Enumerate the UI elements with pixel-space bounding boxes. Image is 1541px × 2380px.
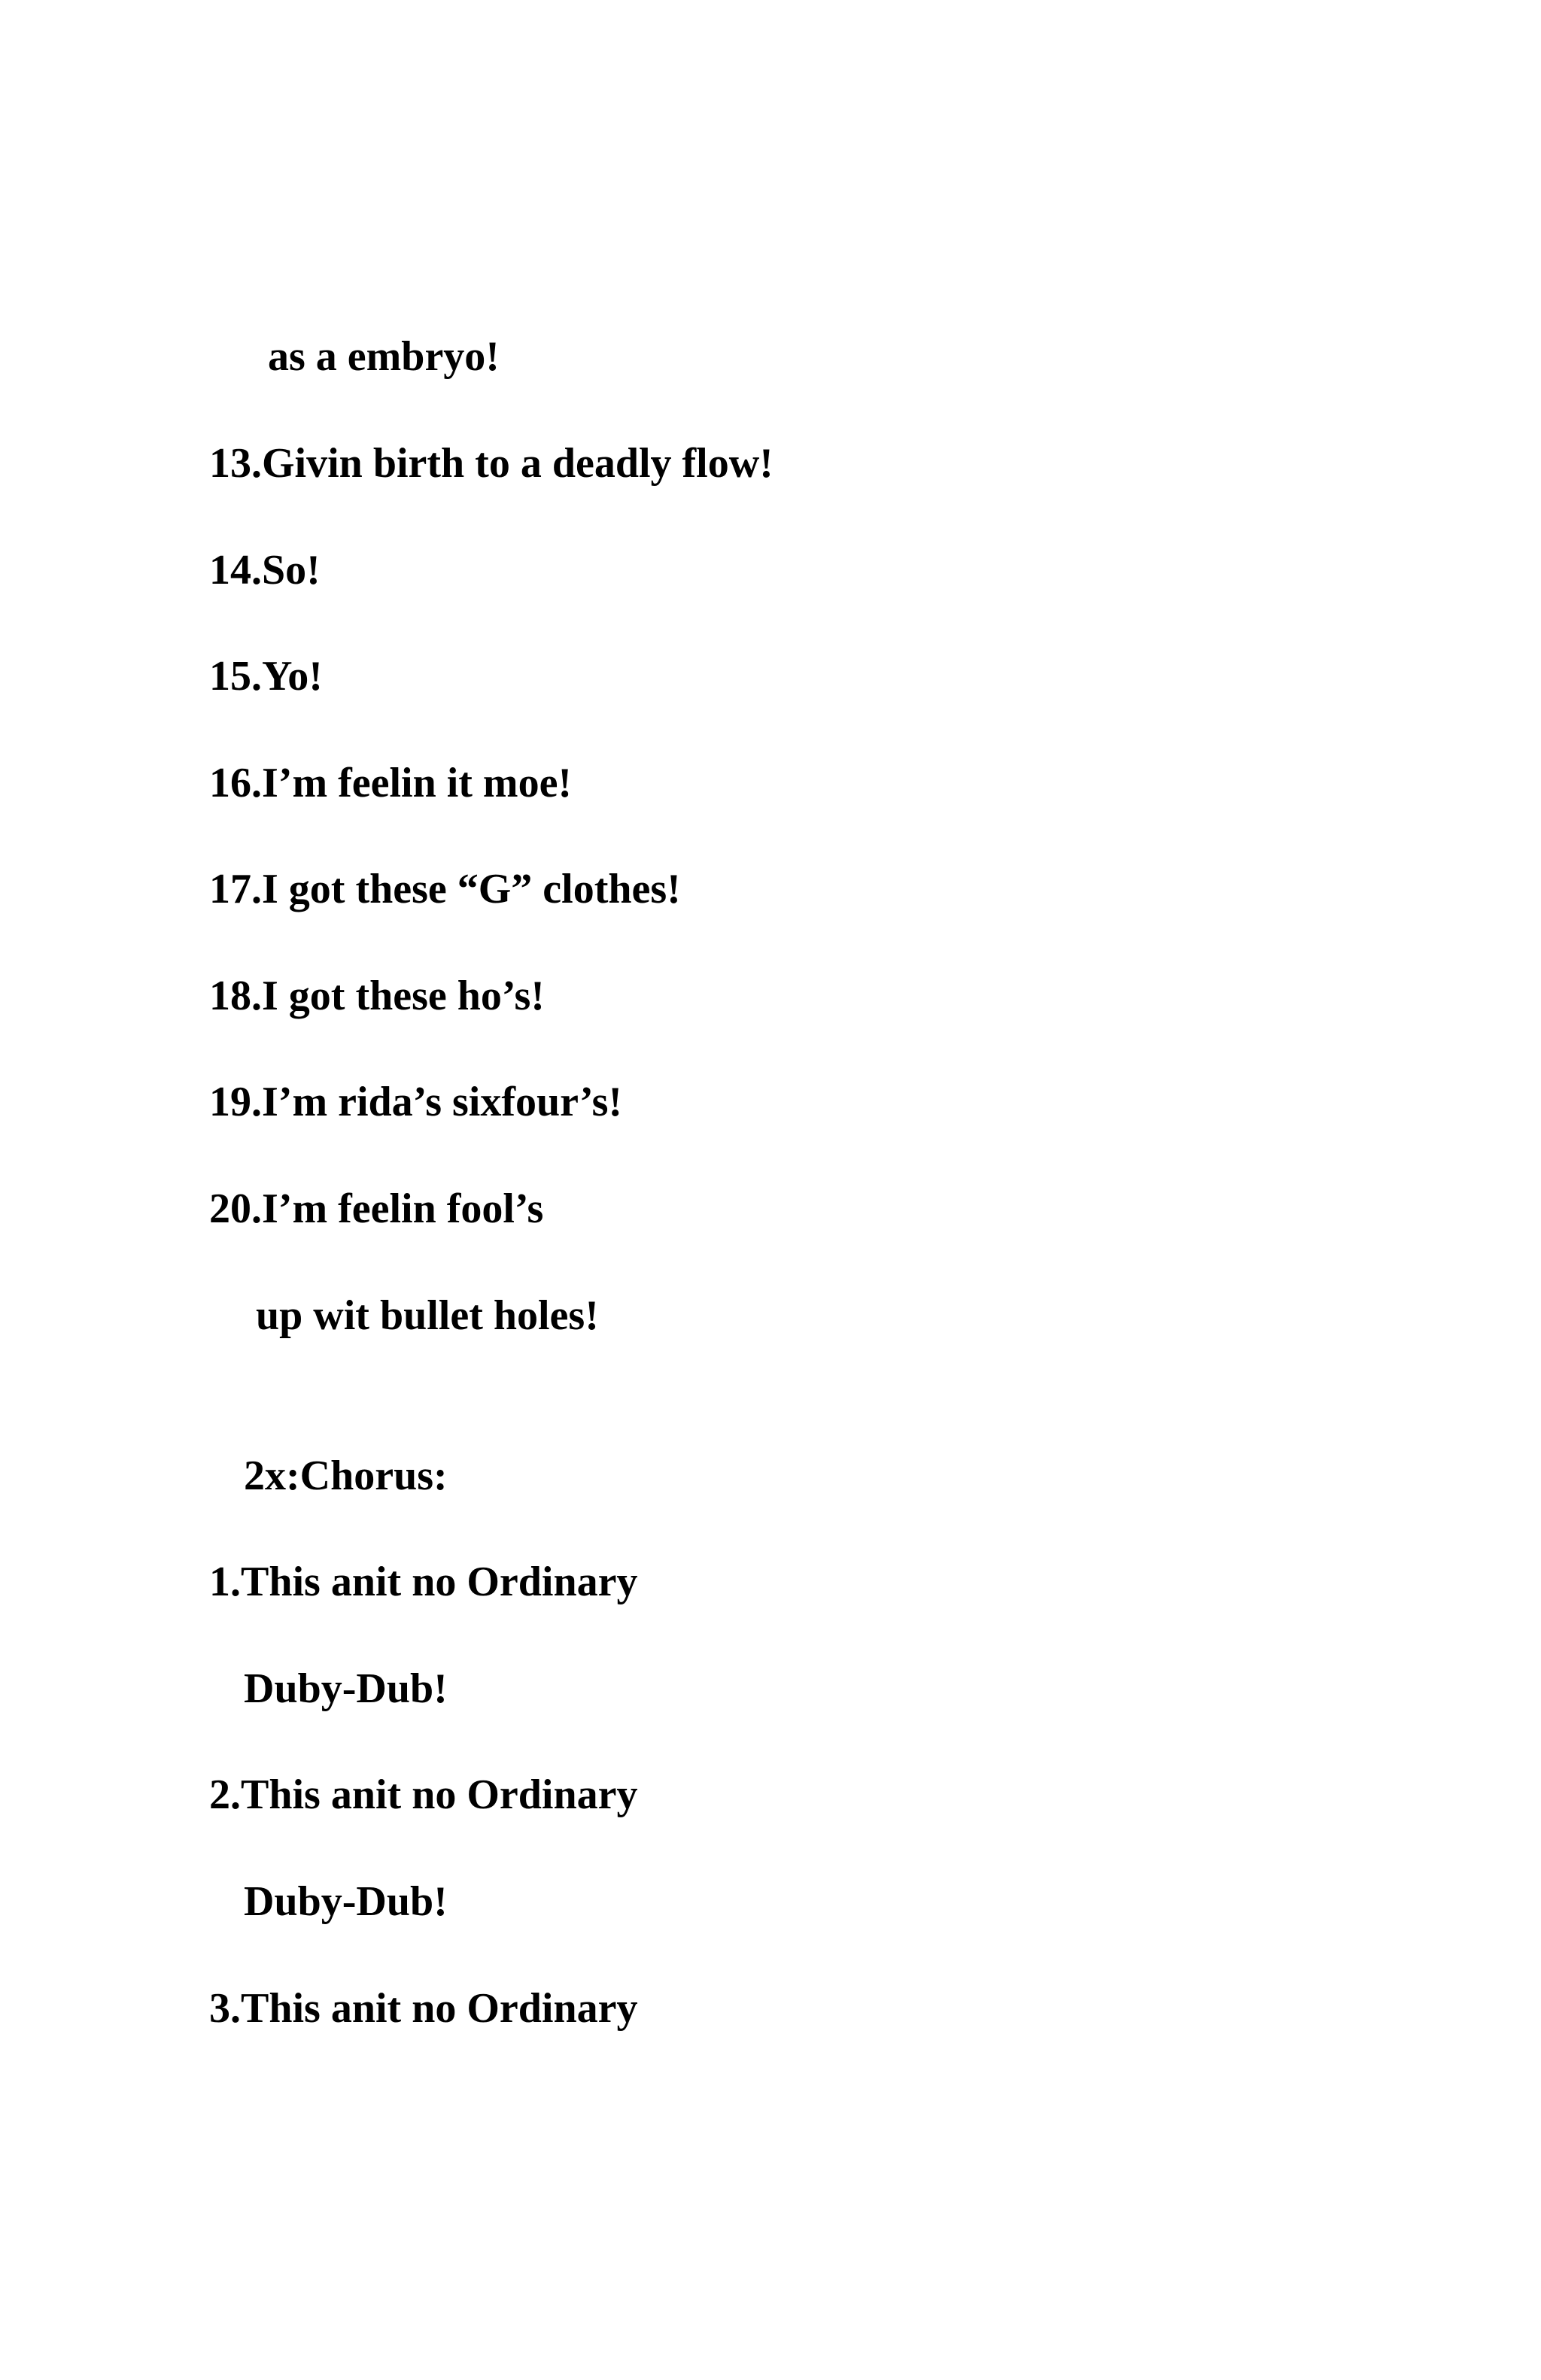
lyric-line-9: 20.I’m feelin fool’s <box>209 1185 544 1232</box>
chorus-line-1: 1.This anit no Ordinary <box>209 1559 638 1605</box>
lyric-line-2: 13.Givin birth to a deadly flow! <box>209 440 774 487</box>
chorus-line-4: Duby-Dub! <box>244 1878 448 1925</box>
chorus-line-2: Duby-Dub! <box>244 1665 448 1712</box>
lyric-line-4: 15.Yo! <box>209 653 323 700</box>
lyric-line-6: 17.I got these “G” clothes! <box>209 866 681 912</box>
chorus-heading: 2x:Chorus: <box>244 1453 448 1499</box>
lyric-line-10: up wit bullet holes! <box>256 1292 599 1339</box>
lyric-line-1: as a embryo! <box>268 333 500 380</box>
chorus-line-5: 3.This anit no Ordinary <box>209 1985 638 2032</box>
lyric-line-5: 16.I’m feelin it moe! <box>209 760 573 806</box>
chorus-line-3: 2.This anit no Ordinary <box>209 1771 638 1818</box>
lyric-line-3: 14.So! <box>209 547 321 593</box>
lyric-line-7: 18.I got these ho’s! <box>209 973 545 1019</box>
lyric-line-8: 19.I’m rida’s sixfour’s! <box>209 1079 623 1125</box>
